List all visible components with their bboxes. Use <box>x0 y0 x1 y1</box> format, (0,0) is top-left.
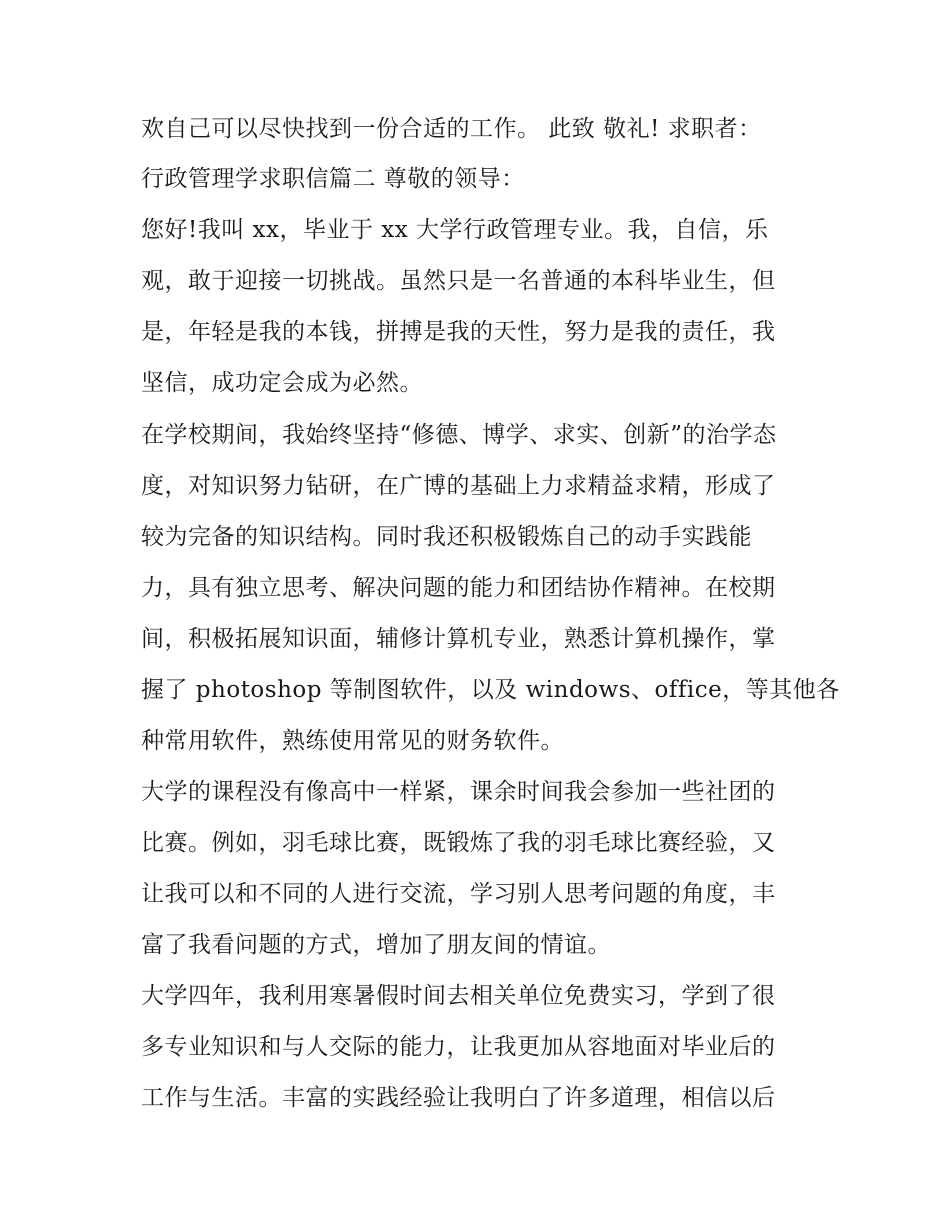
text-line: 种常用软件，熟练使用常见的财务软件。 <box>141 728 564 754</box>
text-line: 坚信，成功定会成为必然。 <box>141 370 423 396</box>
text-line: 您好!我叫 xx，毕业于 xx 大学行政管理专业。我，自信，乐 <box>141 217 769 243</box>
text-line: 工作与生活。丰富的实践经验让我明白了许多道理，相信以后 <box>141 1085 776 1111</box>
text-line: 在学校期间，我始终坚持“修德、博学、求实、创新”的治学态 <box>141 422 777 448</box>
text-line: 大学四年，我利用寒暑假时间去相关单位免费实习，学到了很 <box>141 983 776 1009</box>
text-line: 让我可以和不同的人进行交流，学习别人思考问题的角度，丰 <box>141 881 776 907</box>
text-line: 较为完备的知识结构。同时我还积极锻炼自己的动手实践能 <box>141 524 752 550</box>
text-line: 大学的课程没有像高中一样紧，课余时间我会参加一些社团的 <box>141 779 776 805</box>
text-line: 握了 photoshop 等制图软件，以及 windows、office，等其他各 <box>141 677 840 703</box>
text-line: 是，年轻是我的本钱，拼搏是我的天性，努力是我的责任，我 <box>141 319 776 345</box>
text-line: 力，具有独立思考、解决问题的能力和团结协作精神。在校期 <box>141 575 776 601</box>
text-line: 间，积极拓展知识面，辅修计算机专业，熟悉计算机操作，掌 <box>141 626 776 652</box>
text-line: 行政管理学求职信篇二 尊敬的领导： <box>141 166 525 192</box>
text-line: 欢自己可以尽快找到一份合适的工作。 此致 敬礼! 求职者： <box>141 116 762 142</box>
text-line: 多专业知识和与人交际的能力，让我更加从容地面对毕业后的 <box>141 1034 776 1060</box>
text-line: 比赛。例如，羽毛球比赛，既锻炼了我的羽毛球比赛经验，又 <box>141 830 776 856</box>
text-line: 富了我看问题的方式，增加了朋友间的情谊。 <box>141 932 611 958</box>
text-line: 度，对知识努力钻研，在广博的基础上力求精益求精，形成了 <box>141 473 776 499</box>
text-line: 观，敢于迎接一切挑战。虽然只是一名普通的本科毕业生，但 <box>141 268 776 294</box>
